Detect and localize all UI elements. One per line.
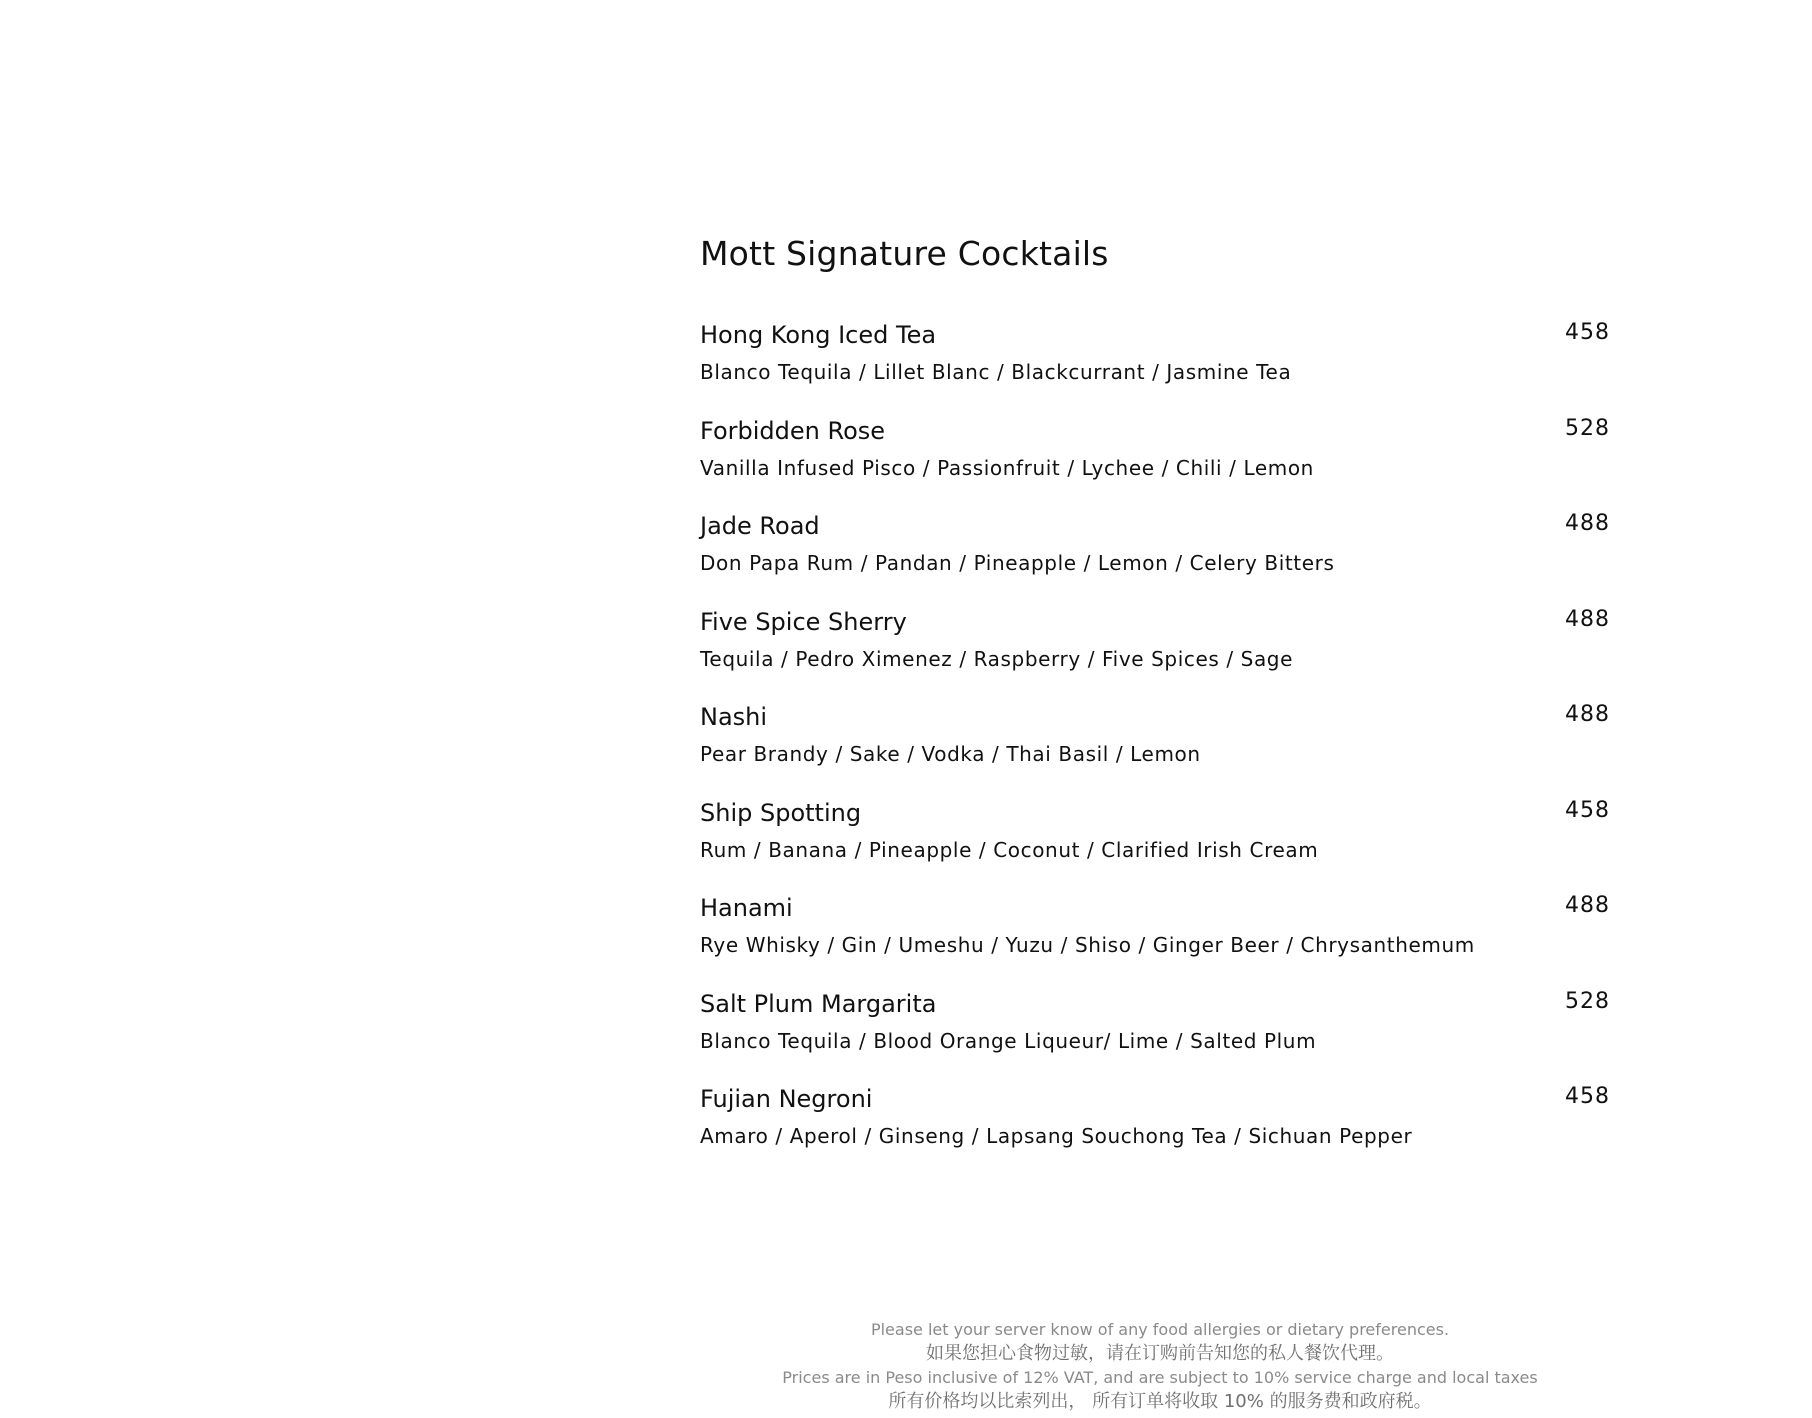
footer-notes: [560, 1318, 1760, 1414]
item-description: Don Papa Rum / Pandan / Pineapple / Lemon / Celery Bitters: [700, 551, 1335, 575]
item-price: 458: [1565, 797, 1610, 823]
menu-item: [700, 416, 1610, 512]
item-name: Salt Plum Margarita: [700, 989, 937, 1018]
price-note-en: Prices are in Peso inclusive of 12% VAT, and are subject to 10% service charge and local taxes: [782, 1368, 1538, 1387]
item-price: 488: [1565, 702, 1610, 727]
item-description: Rye Whisky / Gin / Umeshu / Yuzu / Shiso / Ginger Beer / Chrysanthemum: [700, 933, 1475, 957]
menu-item: [700, 607, 1610, 703]
item-name: Hong Kong Iced Tea: [700, 321, 937, 349]
item-name: Forbidden Rose: [700, 416, 886, 445]
item-description: Vanilla Infused Pisco / Passionfruit / Lychee / Chili / Lemon: [700, 455, 1314, 480]
item-description: Blanco Tequila / Blood Orange Liqueur/ Lime / Salted Plum: [700, 1028, 1317, 1053]
allergy-note-en: Please let your server know of any food allergies or dietary preferences.: [870, 1320, 1450, 1339]
price-note-cn: 所有价格均以比索列出， 所有订单将收取 10% 的服务费和政府税。: [888, 1391, 1432, 1412]
item-price: 488: [1565, 511, 1610, 536]
menu-item: [700, 511, 1610, 607]
item-price: 458: [1565, 1084, 1610, 1109]
item-name: Fujian Negroni: [700, 1085, 873, 1113]
item-description: Tequila / Pedro Ximenez / Raspberry / Five Spices / Sage: [700, 646, 1294, 671]
item-price: 488: [1565, 606, 1610, 632]
item-name: Hanami: [700, 894, 793, 922]
menu-item: [700, 798, 1610, 894]
item-name: Jade Road: [700, 512, 820, 540]
menu-item: [700, 1084, 1610, 1180]
item-name: Five Spice Sherry: [700, 607, 907, 636]
cocktail-menu: [700, 232, 1610, 1148]
menu-title: Mott Signature Cocktails: [700, 234, 1109, 273]
item-name: Nashi: [700, 703, 768, 731]
item-price: 458: [1565, 320, 1610, 345]
item-price: 528: [1565, 415, 1610, 441]
allergy-note-cn: 如果您担心食物过敏，请在订购前告知您的私人餐饮代理。: [926, 1343, 1394, 1364]
item-description: Pear Brandy / Sake / Vodka / Thai Basil / Lemon: [700, 742, 1201, 766]
item-price: 488: [1565, 893, 1610, 918]
item-description: Blanco Tequila / Lillet Blanc / Blackcurrant / Jasmine Tea: [700, 360, 1292, 384]
menu-item: [700, 893, 1610, 989]
item-description: Amaro / Aperol / Ginseng / Lapsang Souchong Tea / Sichuan Pepper: [700, 1124, 1413, 1148]
item-price: 528: [1565, 988, 1610, 1014]
menu-item: [700, 320, 1610, 416]
item-name: Ship Spotting: [700, 798, 862, 827]
menu-item: [700, 989, 1610, 1085]
menu-list: [700, 320, 1610, 1180]
item-description: Rum / Banana / Pineapple / Coconut / Clarified Irish Cream: [700, 837, 1319, 862]
menu-item: [700, 702, 1610, 798]
